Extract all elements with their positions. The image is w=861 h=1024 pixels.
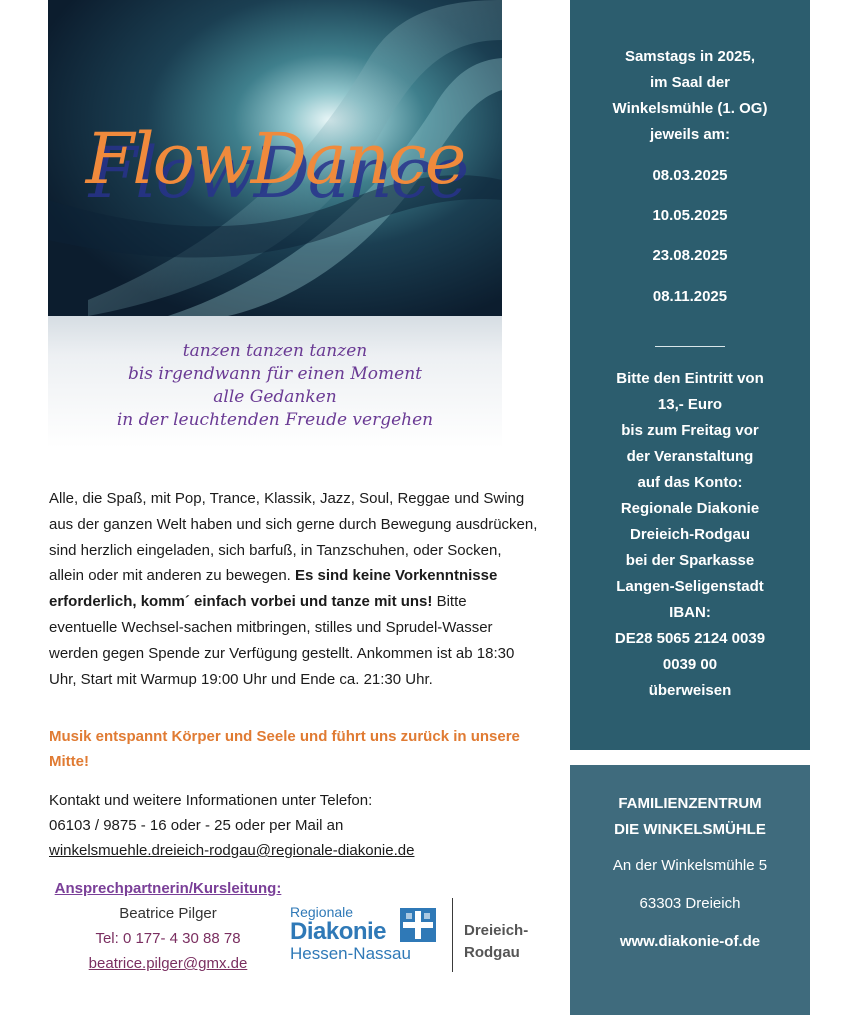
logo-diakonie: Diakonie <box>290 918 387 945</box>
poem-line: bis irgendwann für einen Moment <box>127 364 422 384</box>
logo-divider <box>452 898 453 972</box>
poem-line: in der leuchtenden Freude vergehen <box>116 410 434 430</box>
logo-hessen-nassau: Hessen-Nassau <box>290 944 411 963</box>
payment-line: bei der Sparkasse <box>625 552 755 569</box>
payment-line: Dreieich-Rodgau <box>629 526 750 543</box>
address-title <box>570 791 810 843</box>
logo-rodgau: Rodgau <box>464 944 520 961</box>
contact-info <box>49 788 539 863</box>
logo-dreieich-rodgau <box>464 920 528 964</box>
description-text: Alle, die Spaß, mit Pop, Trance, Klassik, Jazz, Soul, Reggae und Swing aus der ganzen Welt haben und sich gerne durch Bewegung ausdrücken, sind herzlich eingeladen, sich barfuß, in Tanzschuhen, oder Socken, allein oder mit anderen zu bewegen. <box>49 490 538 585</box>
address-title-line: DIE WINKELSMÜHLE <box>614 821 766 838</box>
description-paragraph <box>49 486 539 692</box>
description-text-2: Bitte eventuelle Wechsel-sachen mitbringen, stilles und Sprudel-Wasser werden gegen Spende zur Verfügung gestellt. Ankommen ist ab 18:30 Uhr, Start mit Warmup 19:00 Uhr und Ende ca. 21:30 Uhr. <box>49 593 515 688</box>
payment-line: Regionale Diakonie <box>620 500 760 517</box>
logo-regionale: Regionale <box>290 904 354 920</box>
contact-person <box>48 876 288 976</box>
diakonie-cross-icon <box>400 908 436 942</box>
highlight-text: Musik entspannt Körper und Seele und führt uns zurück in unsere Mitte! <box>49 728 520 770</box>
poem <box>48 340 502 432</box>
event-intro-line: jeweils am: <box>649 126 731 143</box>
poem-line: tanzen tanzen tanzen <box>182 341 368 361</box>
contact-line: 06103 / 9875 - 16 oder - 25 oder per Mail an <box>49 817 344 834</box>
event-intro-line: Winkelsmühle (1. OG) <box>612 100 768 117</box>
payment-line: IBAN: <box>669 604 711 621</box>
event-date: 10.05.2025 <box>652 207 728 224</box>
flowdance-banner-image <box>48 0 502 316</box>
website-link[interactable]: www.diakonie-of.de <box>619 933 761 950</box>
event-date: 23.08.2025 <box>652 247 728 264</box>
payment-line: DE28 5065 2124 0039 <box>614 630 766 647</box>
contact-line: Kontakt und weitere Informationen unter Telefon: <box>49 792 373 809</box>
event-date: 08.11.2025 <box>652 288 728 305</box>
separator-line <box>655 346 725 347</box>
diakonie-logo <box>290 896 550 976</box>
payment-line: überweisen <box>648 682 732 699</box>
event-date: 08.03.2025 <box>652 167 728 184</box>
address-city: 63303 Dreieich <box>639 895 741 912</box>
address-street: An der Winkelsmühle 5 <box>612 857 768 874</box>
payment-line: Bitte den Eintritt von <box>616 370 764 387</box>
payment-line: auf das Konto: <box>637 474 743 491</box>
payment-line: der Veranstaltung <box>626 448 754 465</box>
event-dates-panel <box>570 0 810 750</box>
payment-line: bis zum Freitag vor <box>621 422 759 439</box>
description-bold-text: Es sind keine Vorkenntnisse erforderlich, komm´ einfach vorbei und tanze mit uns! <box>49 567 498 611</box>
address-title-line: FAMILIENZENTRUM <box>618 795 762 812</box>
logo-dreieich: Dreieich- <box>464 922 529 939</box>
event-intro-line: im Saal der <box>649 74 731 91</box>
payment-info <box>570 366 810 704</box>
address-panel <box>570 765 810 1015</box>
payment-line: 13,- Euro <box>657 396 723 413</box>
poem-box <box>48 316 502 448</box>
contact-person-heading: Ansprechpartnerin/Kursleitung: <box>54 880 282 897</box>
contact-person-name: Beatrice Pilger <box>119 905 217 922</box>
event-intro <box>570 44 810 148</box>
contact-person-email-link[interactable]: beatrice.pilger@gmx.de <box>88 955 248 972</box>
contact-person-phone: Tel: 0 177- 4 30 88 78 <box>95 930 241 947</box>
flowdance-title: FlowDance <box>85 118 465 200</box>
poem-line: alle Gedanken <box>213 387 337 407</box>
event-intro-line: Samstags in 2025, <box>624 48 756 65</box>
contact-email-link[interactable]: winkelsmuehle.dreieich-rodgau@regionale-diakonie.de <box>49 842 415 859</box>
payment-line: Langen-Seligenstadt <box>616 578 764 595</box>
payment-line: 0039 00 <box>662 656 718 673</box>
